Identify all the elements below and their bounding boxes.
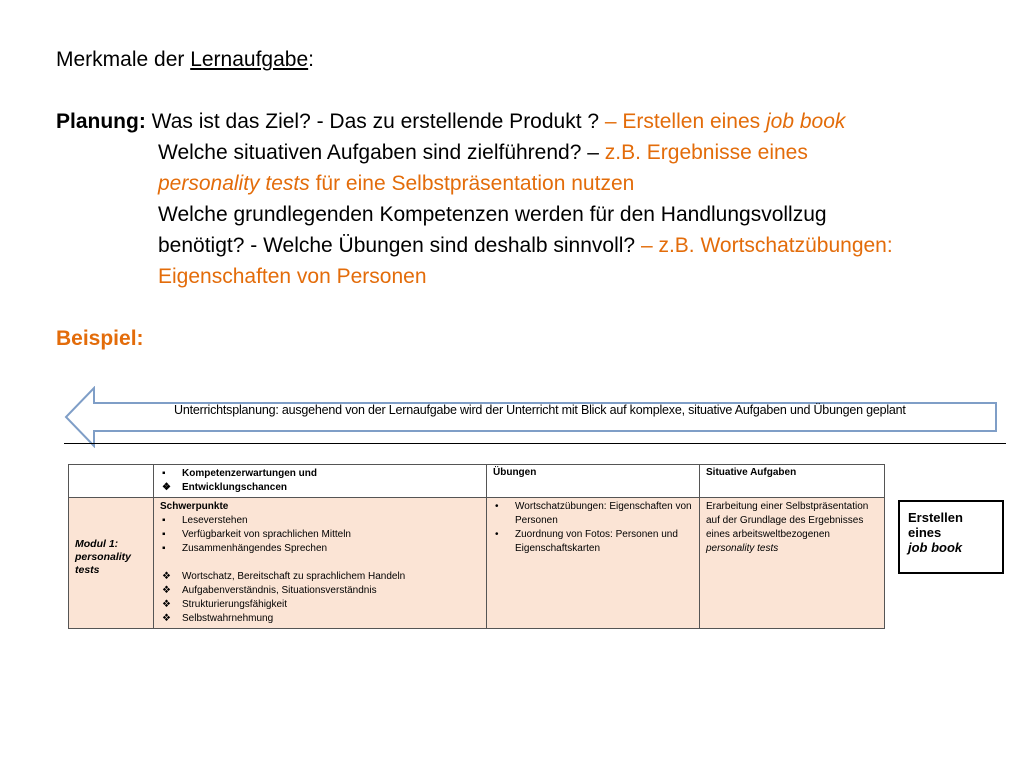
list-item: ▪ Leseverstehen bbox=[162, 515, 248, 526]
table-row bbox=[69, 498, 885, 629]
planung-line-4: Welche grundlegenden Kompetenzen werden für den Handlungsvollzug bbox=[158, 203, 827, 226]
beispiel-heading: Beispiel: bbox=[56, 327, 144, 350]
list-item: ❖ Entwicklungschancen bbox=[162, 482, 288, 493]
list-item: • Zuordnung von Fotos: Personen und Eigenschaftskarten bbox=[495, 529, 678, 554]
planning-table bbox=[68, 464, 885, 629]
list-item: ▪ Kompetenzerwartungen und bbox=[162, 468, 318, 479]
slide-text bbox=[56, 44, 1006, 354]
header-cell-kompetenz bbox=[154, 465, 487, 498]
left-arrow-icon bbox=[64, 386, 1000, 448]
list-item: ▪ Zusammenhängendes Sprechen bbox=[162, 543, 328, 554]
header-cell-empty bbox=[69, 465, 154, 498]
table-header-row bbox=[69, 465, 885, 498]
list-item: ❖ Wortschatz, Bereitschaft zu sprachlichem Handeln bbox=[162, 571, 406, 582]
list-item: ❖ Selbstwahrnehmung bbox=[162, 613, 274, 624]
heading-underlined: Lernaufgabe bbox=[190, 48, 309, 71]
heading: Merkmale der Lernaufgabe: bbox=[56, 48, 314, 71]
planung-line-1: Planung: Was ist das Ziel? - Das zu erstellende Produkt ? – Erstellen eines job book bbox=[56, 110, 846, 133]
job-book-box: Erstellen eines job book bbox=[898, 500, 1004, 574]
planung-label: Planung: bbox=[56, 110, 146, 133]
header-cell-situativ: Situative Aufgaben bbox=[700, 465, 885, 498]
arrow-label: Unterrichtsplanung: ausgehend von der Lernaufgabe wird der Unterricht mit Blick auf komplexe, situative Aufgaben und Übungen geplant bbox=[174, 403, 906, 417]
divider-line bbox=[64, 443, 1006, 444]
planung-line-6: Eigenschaften von Personen bbox=[158, 265, 427, 288]
planung-line-3: personality tests für eine Selbstpräsentation nutzen bbox=[158, 172, 635, 195]
schwerpunkte-cell bbox=[154, 498, 487, 629]
schwerpunkte-title: Schwerpunkte bbox=[160, 501, 229, 512]
list-item: ▪ Verfügbarkeit von sprachlichen Mitteln bbox=[162, 529, 351, 540]
list-item: ❖ Aufgabenverständnis, Situationsverständnis bbox=[162, 585, 377, 596]
planung-line-5: benötigt? - Welche Übungen sind deshalb sinnvoll? – z.B. Wortschatzübungen: bbox=[158, 234, 893, 257]
list-item: ❖ Strukturierungsfähigkeit bbox=[162, 599, 288, 610]
list-item: • Wortschatzübungen: Eigenschaften von Personen bbox=[495, 501, 692, 526]
planung-line-2: Welche situativen Aufgaben sind zielführend? – z.B. Ergebnisse eines bbox=[158, 141, 808, 164]
uebungen-cell bbox=[487, 498, 700, 629]
situativ-cell: Erarbeitung einer Selbstpräsentation auf der Grundlage des Ergebnisses eines arbeitsweltbezogenen personality tests bbox=[700, 498, 885, 629]
modul-cell: Modul 1: personality tests bbox=[69, 498, 154, 629]
header-cell-uebungen: Übungen bbox=[487, 465, 700, 498]
planning-arrow bbox=[64, 386, 1000, 448]
